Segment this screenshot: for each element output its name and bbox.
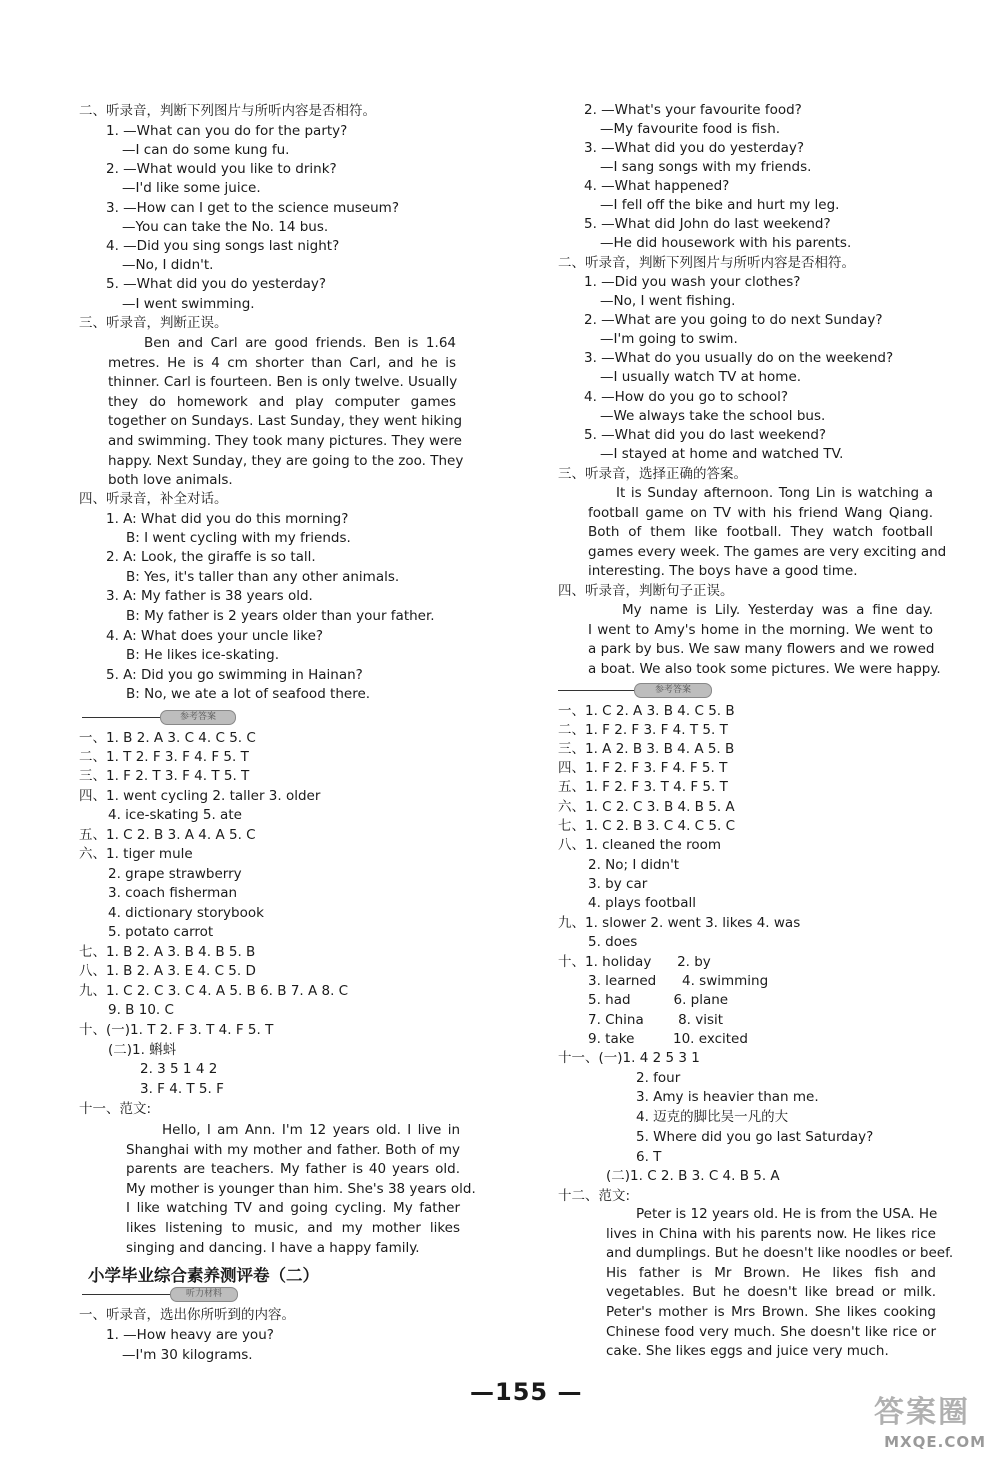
list-item: —I stayed at home and watched TV. (600, 446, 844, 462)
passage-line: and swimming. They took many pictures. They were (108, 432, 462, 449)
answer-line: 二、1. T 2. F 3. F 4. F 5. T (79, 749, 249, 765)
list-item: B: My father is 2 years older than your father. (126, 608, 435, 624)
left-section-2-title: 二、听录音，判断下列图片与所听内容是否相符。 (79, 103, 376, 119)
answer-line: 三、1. F 2. T 3. F 4. T 5. T (79, 768, 250, 784)
answer-line: 9. take 10. excited (588, 1031, 748, 1047)
answer-line: 5. does (588, 934, 638, 950)
list-item: —You can take the No. 14 bus. (122, 219, 329, 235)
answer-line: 九、1. slower 2. went 3. likes 4. was (558, 915, 801, 931)
banner-rule (82, 1294, 172, 1295)
watermark-logo: 答案圈 (874, 1395, 970, 1430)
list-item: 3. —What did you do yesterday? (584, 140, 805, 156)
list-item: —He did housework with his parents. (600, 235, 852, 251)
answer-line: 十一、范文: (79, 1101, 152, 1117)
essay-line: Peter is 12 years old. He is from the USA. He (636, 1206, 938, 1222)
answer-line: 七、1. B 2. A 3. B 4. B 5. B (79, 944, 256, 960)
passage-line: together on Sundays. Last Sunday, they went hiking (108, 413, 463, 430)
answer-line: 八、1. cleaned the room (558, 837, 722, 853)
answer-line: 六、1. C 2. C 3. B 4. B 5. A (558, 799, 735, 815)
left-section-4-title: 四、听录音，补全对话。 (79, 491, 228, 507)
watermark-site: MXQE.COM (884, 1433, 986, 1451)
answer-line: 3. coach fisherman (108, 885, 238, 901)
answer-line: 一、1. B 2. A 3. C 4. C 5. C (79, 730, 256, 746)
answer-line: 十二、范文: (558, 1188, 631, 1204)
list-item: B: He likes ice-skating. (126, 647, 280, 663)
passage-line: My name is Lily. Yesterday was a fine day. (622, 602, 933, 618)
answer-line: 十、(一)1. T 2. F 3. T 4. F 5. T (79, 1022, 274, 1038)
list-item: —I sang songs with my friends. (600, 159, 812, 175)
passage-line: happy. Next Sunday, they are going to the zoo. They (108, 452, 464, 469)
essay-line: His father is Mr Brown. He likes fish and (606, 1264, 936, 1281)
essay-line: My mother is younger than him. She's 38 years old. (126, 1180, 476, 1197)
list-item: 4. —How do you go to school? (584, 389, 789, 405)
answer-line: 四、1. F 2. F 3. F 4. F 5. T (558, 760, 728, 776)
left-essay (126, 1121, 476, 1258)
list-item: 1. —What can you do for the party? (106, 123, 348, 139)
right-section-4-title: 四、听录音，判断句子正误。 (558, 583, 734, 599)
right-section-2-title: 二、听录音，判断下列图片与所听内容是否相符。 (558, 255, 855, 271)
answer-key-label: 参考答案 (634, 683, 712, 698)
answer-line: 十一、(一)1. 4 2 5 3 1 (558, 1050, 700, 1066)
answer-line: 3. learned 4. swimming (588, 973, 769, 989)
answer-line: 九、1. C 2. C 3. C 4. A 5. B 6. B 7. A 8. C (79, 983, 349, 999)
answer-line: (二)1. 蝌蚪 (108, 1042, 177, 1058)
essay-line: parents are teachers. My father is 40 years old. (126, 1161, 460, 1178)
list-item: 2. —What would you like to drink? (106, 161, 337, 177)
answer-line: 4. ice-skating 5. ate (108, 807, 242, 823)
passage-line: they do homework and play computer games (108, 393, 456, 410)
answer-line: 4. 迈克的脚比吴一凡的大 (636, 1109, 789, 1125)
answer-line: 四、1. went cycling 2. taller 3. older (79, 788, 321, 804)
list-item: 3. A: My father is 38 years old. (106, 588, 313, 604)
answer-line: 6. T (636, 1149, 662, 1165)
banner-rule (558, 690, 638, 691)
answer-line: 八、1. B 2. A 3. E 4. C 5. D (79, 963, 256, 979)
answer-line: 5. potato carrot (108, 924, 214, 940)
essay-line: vegetables. But he doesn't like bread or milk. (606, 1284, 936, 1301)
list-item: 5. —What did you do last weekend? (584, 427, 827, 443)
passage-line: Ben and Carl are good friends. Ben is 1.64 (144, 335, 456, 351)
list-item: 4. A: What does your uncle like? (106, 628, 324, 644)
answer-line: 十、1. holiday 2. by (558, 954, 711, 970)
right-section-3-title: 三、听录音，选择正确的答案。 (558, 466, 747, 482)
left-section-3-title: 三、听录音，判断正误。 (79, 315, 228, 331)
list-item: —I'm going to swim. (600, 331, 738, 347)
list-item: 1. A: What did you do this morning? (106, 511, 349, 527)
right-section-3-passage (588, 484, 947, 582)
passage-line: Both of them like football. They watch football (588, 524, 933, 541)
answer-line: 4. dictionary storybook (108, 905, 264, 921)
essay-line: and dumplings. But he doesn't like noodles or beef. (606, 1245, 954, 1262)
list-item: 1. —How heavy are you? (106, 1327, 274, 1343)
list-item: 2. —What are you going to do next Sunday? (584, 312, 883, 328)
passage-line: games every week. The games are very exciting and (588, 543, 947, 560)
essay-line: Hello, I am Ann. I'm 12 years old. I live in (162, 1122, 460, 1138)
banner-rule (82, 717, 162, 718)
answer-line: 3. by car (588, 876, 648, 892)
list-item: 3. —How can I get to the science museum? (106, 200, 399, 216)
essay-line: Shanghai with my mother and father. Both of my (126, 1141, 460, 1158)
list-item: 1. —Did you wash your clothes? (584, 274, 801, 290)
answer-line: 2. No; I didn't (588, 857, 680, 873)
answer-line: 3. F 4. T 5. F (140, 1081, 224, 1097)
answer-line: 六、1. tiger mule (79, 846, 193, 862)
essay-line: Chinese food very much. She doesn't like rice or (606, 1323, 936, 1340)
right-essay (606, 1205, 954, 1362)
section-title: 小学毕业综合素养测评卷（二） (88, 1266, 319, 1285)
passage-line: football game on TV with his friend Wang Qiang. (588, 504, 933, 521)
list-item: —I'd like some juice. (122, 180, 261, 196)
left-section-3-passage (108, 334, 464, 491)
answer-line: 一、1. C 2. A 3. B 4. C 5. B (558, 703, 735, 719)
passage-line: interesting. The boys have a good time. (588, 563, 858, 580)
list-item: 5. —What did you do yesterday? (106, 276, 327, 292)
list-item: —I can do some kung fu. (122, 142, 290, 158)
list-item: —No, I didn't. (122, 257, 214, 273)
essay-line: lives in China with his parents now. He likes rice (606, 1225, 936, 1242)
list-item: B: Yes, it's taller than any other animals. (126, 569, 400, 585)
page-number: —155 — (470, 1378, 583, 1406)
answer-line: 三、1. A 2. B 3. B 4. A 5. B (558, 741, 735, 757)
list-item: 5. —What did John do last weekend? (584, 216, 831, 232)
list-item: 3. —What do you usually do on the weekend? (584, 350, 894, 366)
answer-line: 五、1. F 2. F 3. T 4. F 5. T (558, 779, 728, 795)
list-item: 4. —Did you sing songs last night? (106, 238, 340, 254)
list-item: B: No, we ate a lot of seafood there. (126, 686, 371, 702)
essay-line: I like watching TV and going cycling. My father (126, 1200, 460, 1217)
passage-line: I went to Amy's home in the morning. We went to (588, 621, 933, 638)
listening-material-label: 听力材料 (170, 1287, 238, 1302)
list-item: —My favourite food is fish. (600, 121, 781, 137)
answer-line: 2. 3 5 1 4 2 (140, 1061, 218, 1077)
list-item: 4. —What happened? (584, 178, 730, 194)
passage-line: It is Sunday afternoon. Tong Lin is watching a (616, 485, 933, 501)
answer-line: 七、1. C 2. B 3. C 4. C 5. C (558, 818, 735, 834)
essay-line: cake. She likes eggs and juice very much. (606, 1343, 889, 1360)
answer-line: 7. China 8. visit (588, 1012, 724, 1028)
list-item: 2. —What's your favourite food? (584, 102, 802, 118)
answer-line: 5. Where did you go last Saturday? (636, 1129, 874, 1145)
list-item: —No, I went fishing. (600, 293, 736, 309)
answer-line: 2. grape strawberry (108, 866, 242, 882)
essay-line: Peter's mother is Mrs Brown. She likes cooking (606, 1303, 936, 1320)
passage-line: thinner. Carl is fourteen. Ben is only twelve. Usually (108, 374, 458, 391)
answer-key-label: 参考答案 (160, 710, 236, 725)
list-item: —I'm 30 kilograms. (122, 1347, 253, 1363)
answer-line: 二、1. F 2. F 3. F 4. T 5. T (558, 722, 728, 738)
passage-line: a boat. We also took some pictures. We were happy. (588, 660, 941, 677)
list-item: —I fell off the bike and hurt my leg. (600, 197, 840, 213)
passage-line: both love animals. (108, 472, 233, 489)
list-item: 5. A: Did you go swimming in Hainan? (106, 667, 363, 683)
answer-line: 五、1. C 2. B 3. A 4. A 5. C (79, 827, 256, 843)
left-section-1-title: 一、听录音，选出你所听到的内容。 (79, 1307, 295, 1323)
list-item: B: I went cycling with my friends. (126, 530, 351, 546)
list-item: —I usually watch TV at home. (600, 369, 802, 385)
essay-line: likes listening to music, and my mother likes (126, 1219, 460, 1236)
right-section-4-passage (588, 601, 941, 679)
answer-line: 5. had 6. plane (588, 992, 729, 1008)
list-item: —We always take the school bus. (600, 408, 826, 424)
answer-line: 4. plays football (588, 895, 696, 911)
answer-line: 3. Amy is heavier than me. (636, 1089, 819, 1105)
answer-line: 2. four (636, 1070, 681, 1086)
answer-line: 9. B 10. C (108, 1002, 174, 1018)
list-item: 2. A: Look, the giraffe is so tall. (106, 549, 316, 565)
list-item: —I went swimming. (122, 296, 255, 312)
passage-line: metres. He is 4 cm shorter than Carl, and he is (108, 354, 456, 371)
essay-line: singing and dancing. I have a happy family. (126, 1239, 420, 1256)
passage-line: a park by bus. We saw many flowers and we rowed (588, 641, 935, 658)
answer-line: (二)1. C 2. B 3. C 4. B 5. A (606, 1168, 780, 1184)
